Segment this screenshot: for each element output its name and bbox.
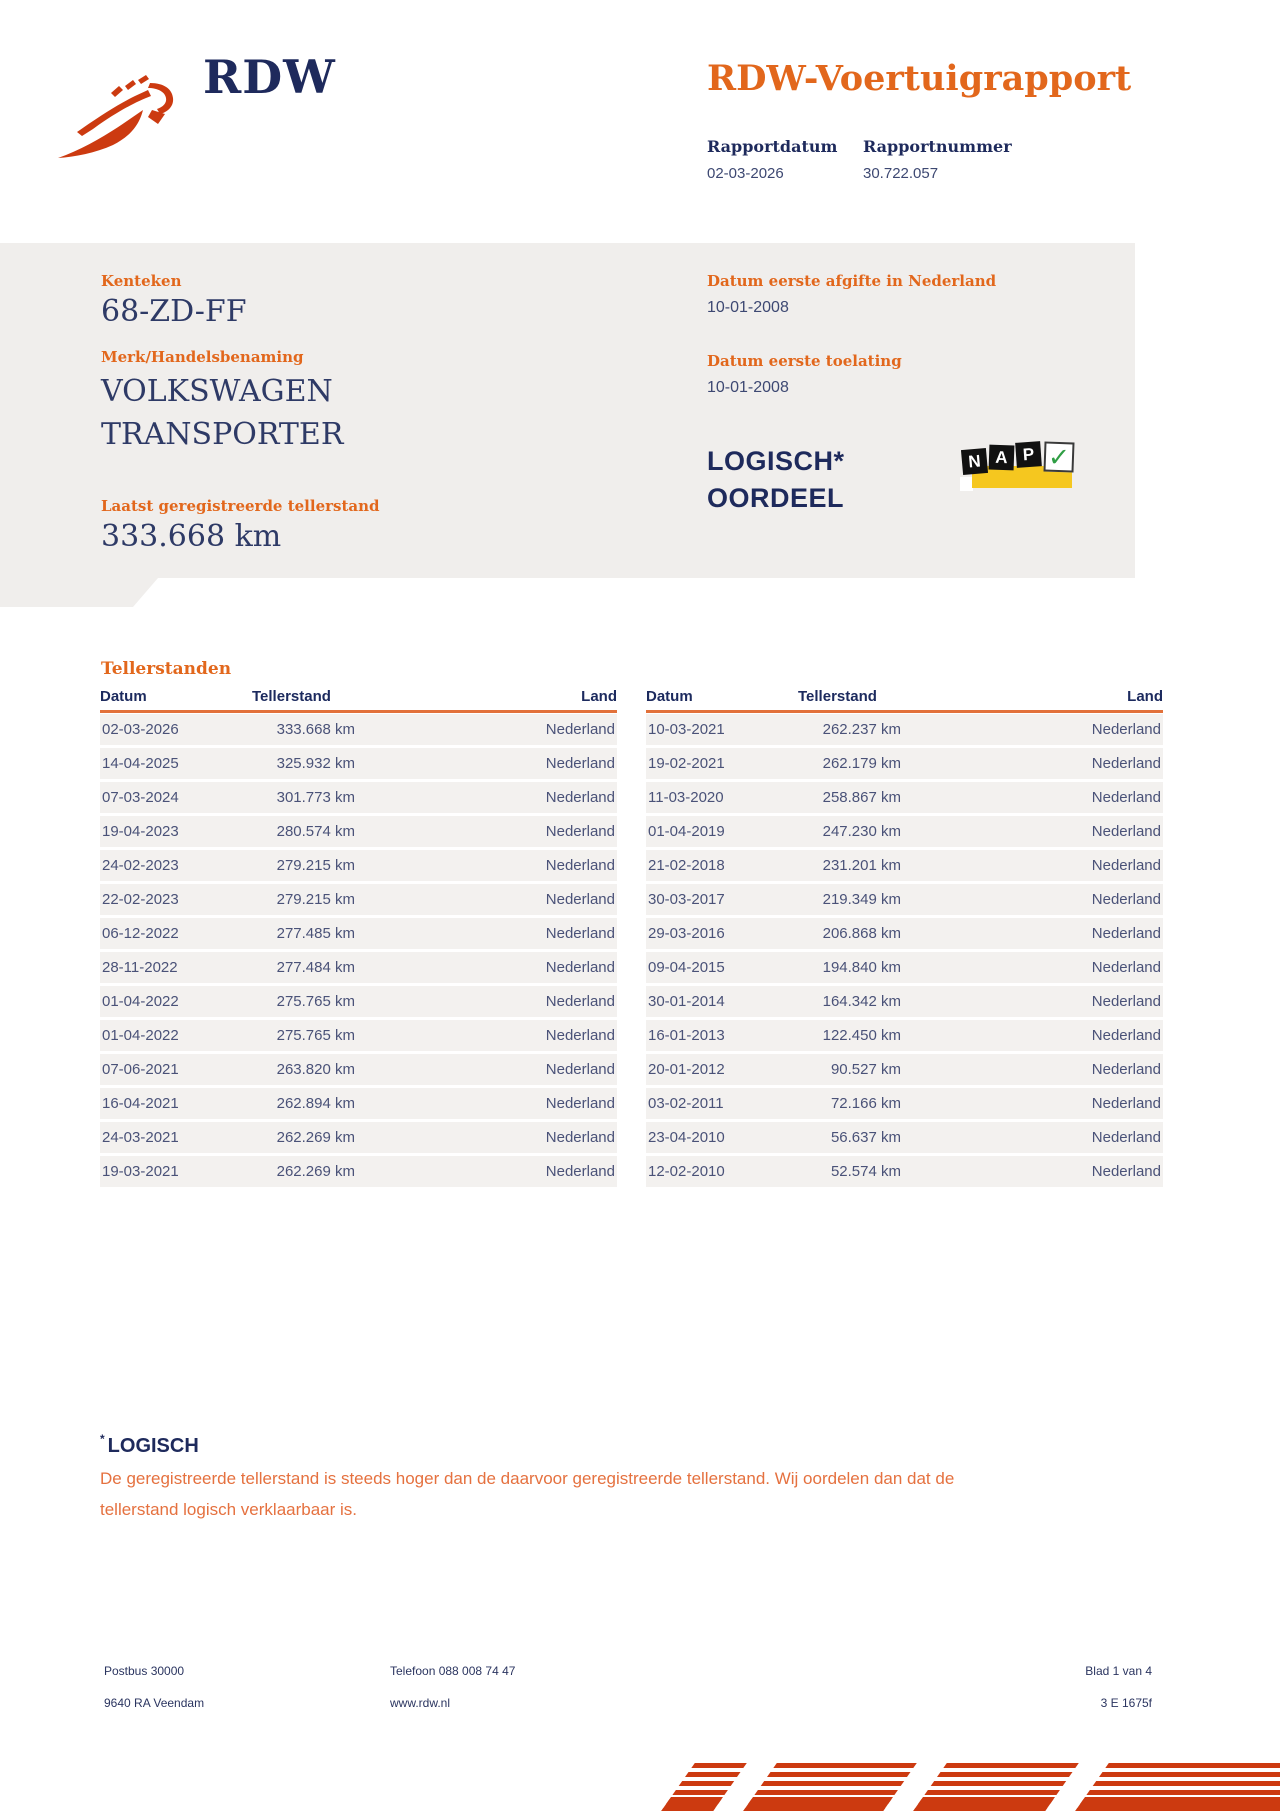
logisch-heading [100,1432,199,1458]
cell-tellerstand: 258.867 km [822,789,901,806]
cell-tellerstand: 277.484 km [276,959,355,976]
cell-datum: 12-02-2010 [648,1163,725,1180]
logisch-body [100,1463,1100,1525]
cell-datum: 24-02-2023 [102,857,179,874]
cell-datum: 09-04-2015 [648,959,725,976]
footer-meta [1032,1655,1152,1719]
cell-land: Nederland [1091,1027,1161,1044]
logisch-body-line-1: De geregistreerde tellerstand is steeds hoger dan de daarvoor geregistreerde tellerstand. Wij oordelen dan dat de [100,1469,955,1488]
cell-land: Nederland [545,1129,615,1146]
cell-land: Nederland [545,721,615,738]
nap-logo [960,441,1078,491]
cell-tellerstand: 262.269 km [276,1163,355,1180]
page-title: RDW-Voertuigrapport [707,58,1132,99]
cell-land: Nederland [545,1027,615,1044]
cell-tellerstand: 262.269 km [276,1129,355,1146]
table-row [100,1088,617,1119]
rdw-wordmark: RDW [203,50,336,104]
table-row [646,986,1163,1017]
cell-tellerstand: 263.820 km [276,1061,355,1078]
table-row [646,1088,1163,1119]
cell-land: Nederland [1091,1061,1161,1078]
cell-tellerstand: 56.637 km [830,1129,901,1146]
table-header [100,688,617,713]
nap-letter-a: A [989,445,1015,471]
table-row [646,1020,1163,1051]
cell-tellerstand: 164.342 km [822,993,901,1010]
motif-block [913,1763,1079,1811]
oordeel-text [707,443,845,517]
cell-land: Nederland [545,755,615,772]
nap-letter-p: P [1015,441,1042,468]
footer-city: 9640 RA Veendam [104,1696,205,1710]
cell-land: Nederland [1091,993,1161,1010]
report-date-label: Rapportdatum [707,137,838,156]
table-row [646,952,1163,983]
kenteken-label: Kenteken [101,272,182,290]
cell-land: Nederland [1091,1129,1161,1146]
cell-tellerstand: 90.527 km [830,1061,901,1078]
cell-land: Nederland [1091,1163,1161,1180]
cell-datum: 01-04-2019 [648,823,725,840]
mileage-table-right [646,688,1163,1190]
table-row [100,714,617,745]
cell-land: Nederland [1091,789,1161,806]
cell-datum: 20-01-2012 [648,1061,725,1078]
cell-land: Nederland [1091,755,1161,772]
logisch-body-line-2: tellerstand logisch verklaarbaar is. [100,1500,358,1519]
column-header-land: Land [1127,688,1163,705]
footer-contact [390,1655,515,1719]
cell-tellerstand: 325.932 km [276,755,355,772]
oordeel-line-1: LOGISCH* [707,446,845,476]
cell-land: Nederland [545,1163,615,1180]
table-row [100,816,617,847]
column-header-tellerstand: Tellerstand [798,688,877,705]
table-row [646,748,1163,779]
cell-land: Nederland [545,1061,615,1078]
cell-tellerstand: 262.894 km [276,1095,355,1112]
table-row [100,1054,617,1085]
cell-datum: 28-11-2022 [102,959,178,976]
cell-tellerstand: 219.349 km [822,891,901,908]
tellerstanden-heading: Tellerstanden [101,659,232,679]
cell-datum: 19-03-2021 [102,1163,179,1180]
mileage-table-left [100,688,617,1190]
footer-postbus: Postbus 30000 [104,1664,185,1678]
cell-land: Nederland [545,993,615,1010]
afgifte-value: 10-01-2008 [707,299,789,316]
cell-datum: 16-01-2013 [648,1027,725,1044]
table-row [100,952,617,983]
motif-block [743,1763,917,1811]
cell-datum: 30-03-2017 [648,891,725,908]
cell-tellerstand: 275.765 km [276,1027,355,1044]
column-header-land: Land [581,688,617,705]
table-row [646,850,1163,881]
cell-datum: 19-04-2023 [102,823,179,840]
cell-datum: 01-04-2022 [102,993,179,1010]
table-row [646,884,1163,915]
table-row [100,782,617,813]
table-rows [646,714,1163,1187]
cell-datum: 23-04-2010 [648,1129,725,1146]
toelating-label: Datum eerste toelating [707,352,902,370]
table-row [646,918,1163,949]
cell-datum: 19-02-2021 [648,755,725,772]
cell-tellerstand: 275.765 km [276,993,355,1010]
report-number-value: 30.722.057 [863,165,939,182]
cell-land: Nederland [1091,959,1161,976]
cell-datum: 01-04-2022 [102,1027,179,1044]
cell-land: Nederland [1091,721,1161,738]
cell-tellerstand: 72.166 km [830,1095,901,1112]
table-row [100,850,617,881]
cell-land: Nederland [1091,925,1161,942]
cell-datum: 03-02-2011 [648,1095,724,1112]
cell-tellerstand: 277.485 km [276,925,355,942]
cell-datum: 07-03-2024 [102,789,179,806]
laatste-tellerstand-label: Laatst geregistreerde tellerstand [101,497,380,515]
table-header [646,688,1163,713]
column-header-datum: Datum [100,688,147,705]
cell-land: Nederland [545,925,615,942]
cell-land: Nederland [1091,891,1161,908]
footer-form-code: 3 E 1675f [1100,1696,1152,1710]
table-row [646,1156,1163,1187]
cell-tellerstand: 333.668 km [276,721,355,738]
table-row [646,782,1163,813]
cell-datum: 16-04-2021 [102,1095,179,1112]
cell-land: Nederland [545,1095,615,1112]
oordeel-line-2: OORDEEL [707,483,845,513]
report-number-label: Rapportnummer [863,137,1012,156]
cell-tellerstand: 262.179 km [822,755,901,772]
footnote-marker: * [100,1432,105,1446]
cell-land: Nederland [545,959,615,976]
cell-tellerstand: 206.868 km [822,925,901,942]
cell-tellerstand: 247.230 km [822,823,901,840]
nap-check-icon: ✓ [1043,441,1074,472]
report-date-value: 02-03-2026 [707,165,784,182]
table-rows [100,714,617,1187]
motif-block [1075,1763,1280,1811]
cell-land: Nederland [545,857,615,874]
column-header-tellerstand: Tellerstand [252,688,331,705]
cell-datum: 30-01-2014 [648,993,725,1010]
table-row [646,816,1163,847]
nap-letter-n: N [961,448,988,475]
cell-tellerstand: 301.773 km [276,789,355,806]
cell-datum: 24-03-2021 [102,1129,179,1146]
cell-datum: 11-03-2020 [648,789,724,806]
cell-land: Nederland [545,789,615,806]
cell-land: Nederland [1091,857,1161,874]
laatste-tellerstand-value: 333.668 km [101,519,282,554]
cell-datum: 07-06-2021 [102,1061,179,1078]
table-row [100,1122,617,1153]
merk-label: Merk/Handelsbenaming [101,348,304,366]
cell-tellerstand: 122.450 km [822,1027,901,1044]
merk-value [101,370,343,456]
table-row [100,918,617,949]
motif-block [661,1763,747,1811]
cell-tellerstand: 280.574 km [276,823,355,840]
cell-land: Nederland [1091,1095,1161,1112]
table-row [646,1122,1163,1153]
footer-page-indicator: Blad 1 van 4 [1085,1664,1152,1678]
footer-phone: Telefoon 088 008 74 47 [390,1664,516,1678]
table-row [100,1020,617,1051]
cell-datum: 06-12-2022 [102,925,179,942]
table-row [646,1054,1163,1085]
cell-datum: 14-04-2025 [102,755,179,772]
footer-website: www.rdw.nl [390,1696,451,1710]
toelating-value: 10-01-2008 [707,379,789,396]
column-header-datum: Datum [646,688,693,705]
cell-tellerstand: 194.840 km [822,959,901,976]
cell-land: Nederland [545,891,615,908]
cell-tellerstand: 231.201 km [822,857,901,874]
table-row [100,748,617,779]
cell-datum: 21-02-2018 [648,857,725,874]
footer-address [104,1655,204,1719]
merk-line-1: VOLKSWAGEN [101,374,333,409]
kenteken-value: 68-ZD-FF [101,294,247,329]
cell-datum: 10-03-2021 [648,721,725,738]
cell-datum: 29-03-2016 [648,925,725,942]
cell-tellerstand: 262.237 km [822,721,901,738]
table-row [100,1156,617,1187]
cell-tellerstand: 52.574 km [830,1163,901,1180]
cell-land: Nederland [1091,823,1161,840]
cell-datum: 22-02-2023 [102,891,179,908]
table-row [646,714,1163,745]
logisch-heading-text: LOGISCH [107,1435,199,1457]
cell-tellerstand: 279.215 km [276,891,355,908]
table-row [100,986,617,1017]
cell-tellerstand: 279.215 km [276,857,355,874]
afgifte-label: Datum eerste afgifte in Nederland [707,272,997,290]
cell-land: Nederland [545,823,615,840]
merk-line-2: TRANSPORTER [101,417,344,452]
table-row [100,884,617,915]
rdw-road-motif-icon [660,1763,1280,1811]
cell-datum: 02-03-2026 [102,721,179,738]
rdw-logo-icon [55,70,185,160]
